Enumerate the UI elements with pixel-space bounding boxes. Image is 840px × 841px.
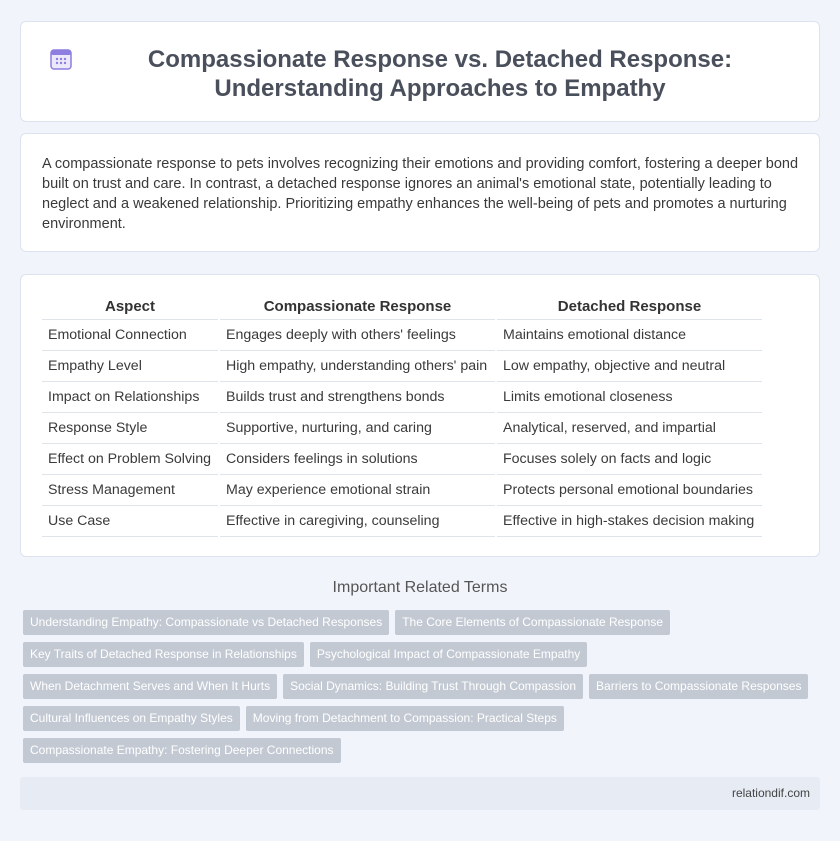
aspect-cell: Response Style <box>42 412 219 443</box>
detached-cell: Maintains emotional distance <box>496 319 762 350</box>
site-link[interactable]: relationdif.com <box>731 786 810 800</box>
aspect-cell: Impact on Relationships <box>42 381 219 412</box>
tag-row <box>23 738 823 770</box>
header-compassionate: Compassionate Response <box>219 295 496 319</box>
table-row <box>42 412 762 443</box>
related-terms-heading: Important Related Terms <box>332 579 508 596</box>
related-term-tag[interactable]: Cultural Influences on Empathy Styles <box>23 706 240 731</box>
header-detached: Detached Response <box>496 295 762 319</box>
intro-paragraph: A compassionate response to pets involves recognizing their emotions and providing comfort, fostering a deeper bond built on trust and care. In contrast, a detached response ignores an animal's emotional state, potentially leading to neglect and a weakened relationship. Prioritizing empathy enhances the well-being of pets and promotes a nurturing environment. <box>42 156 799 232</box>
table-row <box>42 319 762 350</box>
calendar-icon <box>49 47 73 71</box>
detached-cell: Low empathy, objective and neutral <box>496 350 762 381</box>
related-term-tag[interactable]: Compassionate Empathy: Fostering Deeper Connections <box>23 738 341 763</box>
intro-card <box>20 133 820 252</box>
related-terms-list <box>23 610 823 770</box>
table-header-row <box>42 295 762 319</box>
aspect-cell: Use Case <box>42 505 219 536</box>
tag-row <box>23 642 823 674</box>
aspect-cell: Emotional Connection <box>42 319 219 350</box>
table-row <box>42 505 762 536</box>
footer <box>20 777 820 810</box>
aspect-cell: Effect on Problem Solving <box>42 443 219 474</box>
detached-cell: Analytical, reserved, and impartial <box>496 412 762 443</box>
aspect-cell: Empathy Level <box>42 350 219 381</box>
tag-row <box>23 674 823 706</box>
related-term-tag[interactable]: Moving from Detachment to Compassion: Practical Steps <box>246 706 564 731</box>
compassionate-cell: High empathy, understanding others' pain <box>219 350 496 381</box>
detached-cell: Effective in high-stakes decision making <box>496 505 762 536</box>
table-row <box>42 443 762 474</box>
table-row <box>42 381 762 412</box>
tag-row <box>23 610 823 642</box>
compassionate-cell: Considers feelings in solutions <box>219 443 496 474</box>
header-card <box>20 21 820 122</box>
compassionate-cell: Effective in caregiving, counseling <box>219 505 496 536</box>
detached-cell: Limits emotional closeness <box>496 381 762 412</box>
comparison-card <box>20 274 820 557</box>
related-term-tag[interactable]: The Core Elements of Compassionate Response <box>395 610 670 635</box>
compassionate-cell: Supportive, nurturing, and caring <box>219 412 496 443</box>
related-term-tag[interactable]: Psychological Impact of Compassionate Empathy <box>310 642 587 667</box>
compassionate-cell: May experience emotional strain <box>219 474 496 505</box>
related-term-tag[interactable]: Key Traits of Detached Response in Relationships <box>23 642 304 667</box>
comparison-table <box>42 295 762 537</box>
detached-cell: Focuses solely on facts and logic <box>496 443 762 474</box>
related-term-tag[interactable]: Understanding Empathy: Compassionate vs Detached Responses <box>23 610 389 635</box>
detached-cell: Protects personal emotional boundaries <box>496 474 762 505</box>
page-title: Compassionate Response vs. Detached Response: Understanding Approaches to Empathy <box>147 46 733 102</box>
table-row <box>42 474 762 505</box>
compassionate-cell: Engages deeply with others' feelings <box>219 319 496 350</box>
header-aspect: Aspect <box>42 295 219 319</box>
related-term-tag[interactable]: Barriers to Compassionate Responses <box>589 674 808 699</box>
aspect-cell: Stress Management <box>42 474 219 505</box>
related-term-tag[interactable]: Social Dynamics: Building Trust Through Compassion <box>283 674 583 699</box>
compassionate-cell: Builds trust and strengthens bonds <box>219 381 496 412</box>
related-term-tag[interactable]: When Detachment Serves and When It Hurts <box>23 674 277 699</box>
table-row <box>42 350 762 381</box>
tag-row <box>23 706 823 738</box>
